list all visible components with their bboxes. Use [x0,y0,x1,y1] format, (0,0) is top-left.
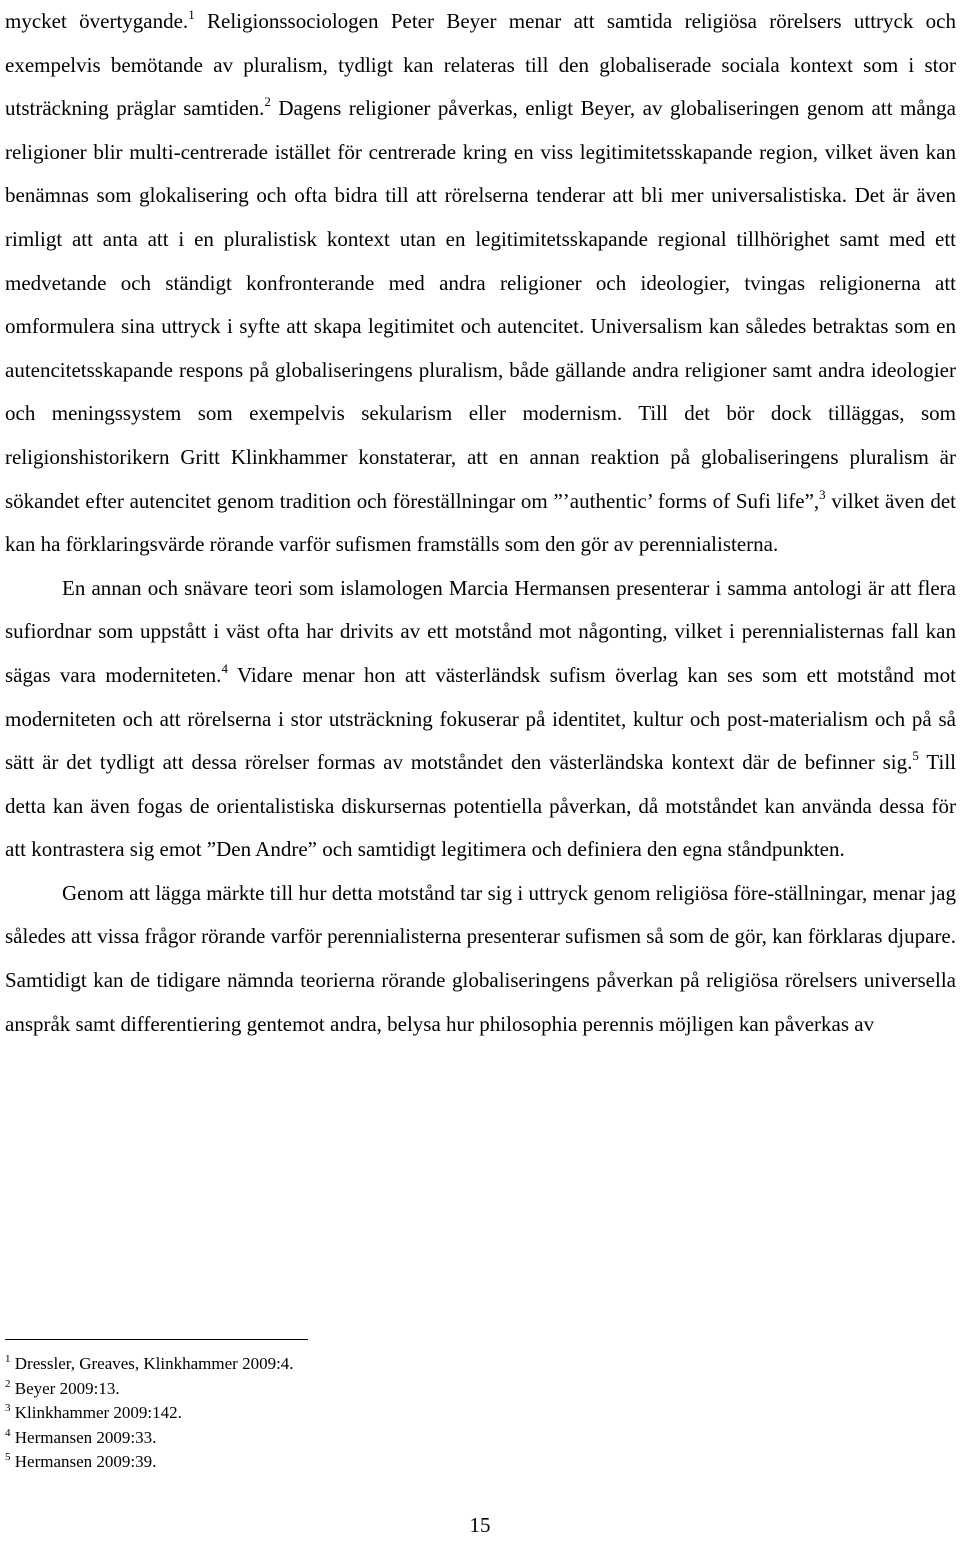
footnote-ref-4[interactable]: 4 [221,660,228,676]
footnote-ref-3[interactable]: 3 [819,486,826,502]
text-span: Till detta kan även fogas de orientalistiska diskursernas potentiella påverkan, då motståndet kan använda dessa för att kontrastera sig emot ”Den Andre” och samtidigt legitimera och definiera den egna ståndpunkten. [5,750,956,862]
paragraph-3 [5,872,956,1046]
footnote-2 [5,1377,956,1402]
paragraph-2 [5,567,956,872]
footnote-text: Hermansen 2009:33. [14,1427,157,1447]
footnote-text: Hermansen 2009:39. [14,1452,157,1471]
footnote-number: 5 [5,1451,11,1463]
footnote-divider [5,1339,308,1340]
footnote-ref-5[interactable]: 5 [912,748,919,764]
footnote-number: 3 [5,1402,11,1414]
text-span: Vidare menar hon att västerländsk sufism överlag kan ses som ett motstånd mot moderniteten och att rörelserna i stor utsträckning fokuserar på identitet, kultur och post-materialism och på så sätt är det tydligt att dessa rörelser formas av motståndet den västerländska kontext där de befinner sig. [5,662,956,775]
footnotes [5,1352,956,1475]
text-span: mycket övertygande. [5,9,189,33]
page-number: 15 [469,1513,491,1537]
page-body [5,0,956,1046]
footnote-text: Beyer 2009:13. [14,1378,120,1398]
footnote-1 [5,1352,956,1377]
text-span: vilket även det kan ha förklaringsvärde rörande varför sufismen framställs som den gör av perennialisterna. [5,488,956,557]
footnote-ref-2[interactable]: 2 [264,94,271,110]
footnote-4 [5,1426,956,1451]
footnote-ref-1[interactable]: 1 [188,7,195,22]
footnote-text: Dressler, Greaves, Klinkhammer 2009:4. [14,1354,294,1373]
text-span: Religionssociologen Peter Beyer menar att samtida religiösa rörelsers uttryck och exempelvis bemötande av pluralism, tydligt kan relateras till den globaliserade sociala kontext som i stor utsträckning präglar samtiden. [5,9,956,121]
footnote-text: Klinkhammer 2009:142. [14,1403,182,1422]
footnote-number: 1 [5,1353,11,1365]
text-span: Genom att lägga märkte till hur detta motstånd tar sig i uttryck genom religiösa före-ställningar, menar jag således att vissa frågor rörande varför perennialisterna presenterar sufismen så som de gör, kan förklaras djupare. Samtidigt kan de tidigare nämnda teorierna rörande globaliseringens påverkan på religiösa rörelsers universella anspråk samt differentiering gentemot andra, belysa hur philosophia perennis möjligen kan påverkas av [5,880,956,1036]
paragraph-1 [5,0,956,567]
footnote-3 [5,1401,956,1426]
footnote-number: 2 [5,1377,11,1390]
footnote-number: 4 [5,1426,11,1439]
footnote-5 [5,1450,956,1475]
text-span: Dagens religioner påverkas, enligt Beyer, av globaliseringen genom att många religioner blir multi-centrerade istället för centrerade kring en viss legitimitetsskapande region, vilket även kan benämnas som glokalisering och ofta bidra till att rörelserna tenderar att bli mer universalistiska. Det är även rimligt att anta att i en pluralistisk kontext utan en legitimitetsskapande regional tillhörighet samt med ett medvetande och ständigt konfronterande med andra religioner och ideologier, tvingas religionerna att omformulera sina uttryck i syfte att skapa legitimitet och autencitet. Universalism kan således betraktas som en autencitetsskapande respons på globaliseringens pluralism, både gällande andra religioner samt andra ideologier och meningssystem som exempelvis sekularism eller modernism. Till det bör dock tilläggas, som religionshistorikern Gritt Klinkhammer konstaterar, att en annan reaktion på globaliseringens pluralism är sökandet efter autencitet genom tradition och föreställningar om ”’authentic’ forms of Sufi life”, [5,96,956,513]
text-span: En annan och snävare teori som islamologen Marcia Hermansen presenterar i samma antologi är att flera sufiordnar som uppstått i väst ofta har drivits av ett motstånd mot någonting, vilket i perennialisternas fall kan sägas vara moderniteten. [5,575,956,687]
